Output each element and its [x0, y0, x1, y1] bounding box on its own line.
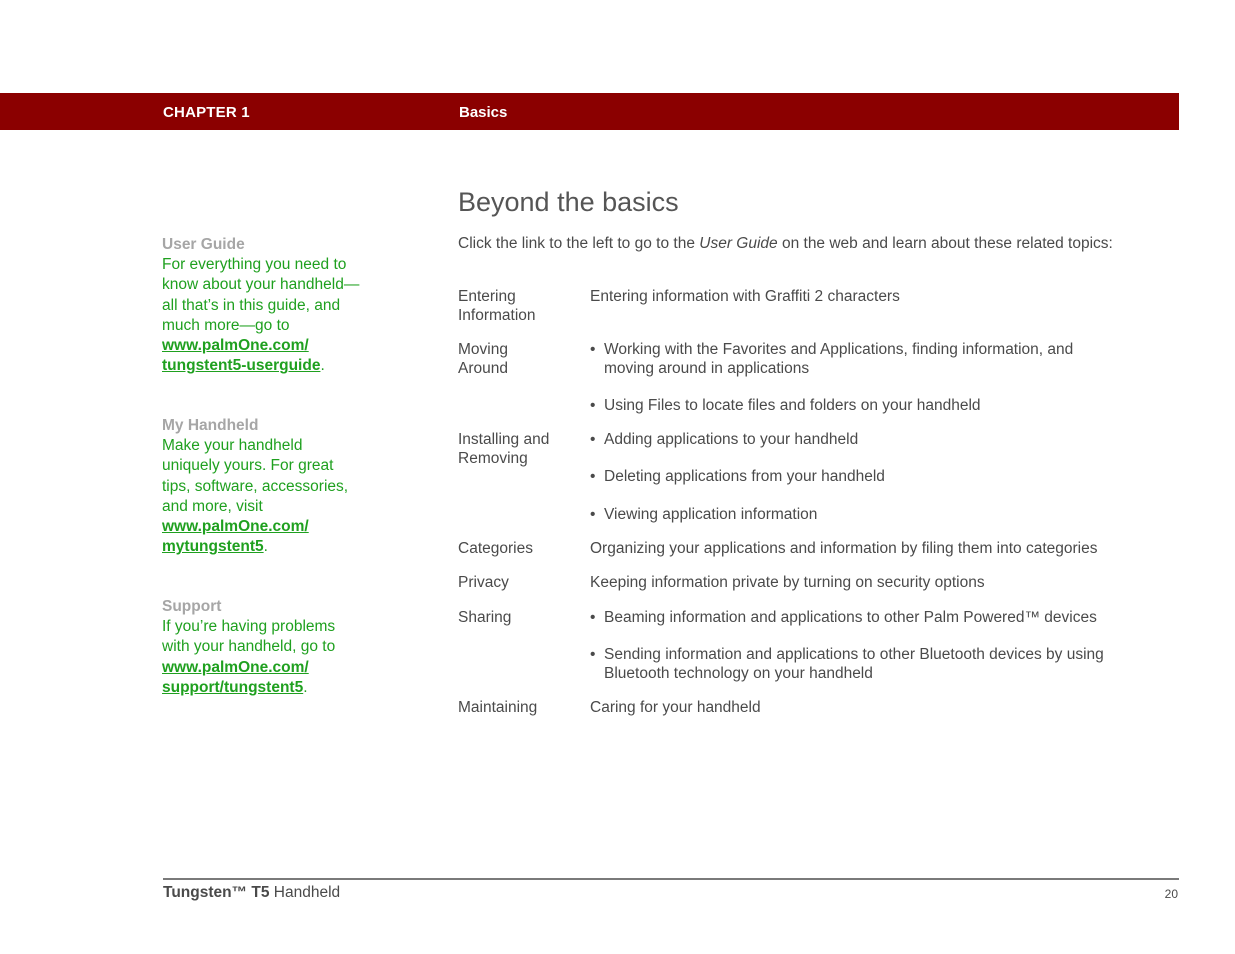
intro-text: on the web and learn about these related topics: [777, 235, 1113, 252]
topic-desc: Keeping information private by turning on security options [590, 574, 985, 591]
intro-text: Click the link to the left to go to the [458, 235, 700, 252]
sidebar-title: Support [162, 598, 222, 615]
topic-label-line: Categories [458, 540, 533, 557]
sidebar-support [162, 597, 387, 698]
sidebar-user-guide [162, 235, 387, 376]
intro-user-guide: User Guide [699, 235, 778, 252]
intro-paragraph [458, 235, 1178, 253]
sidebar-my-handheld [162, 416, 387, 557]
topic-label-line: Sharing [458, 609, 512, 626]
topic-bullet [590, 506, 1170, 525]
chapter-label: CHAPTER 1 [163, 104, 250, 121]
sidebar-text-line: Make your handheld [162, 437, 303, 455]
topic-label-sharing [458, 609, 583, 628]
bullet-text: Using Files to locate files and folders on your handheld [604, 397, 981, 414]
bullet-text: Bluetooth technology on your handheld [604, 664, 873, 682]
sidebar-text-line: and more, visit [162, 497, 263, 515]
topic-label-line: Installing and [458, 431, 550, 448]
topic-bullet [590, 609, 1170, 628]
link-line[interactable]: tungstent5-userguide [162, 357, 321, 375]
user-guide-link[interactable] [162, 336, 387, 376]
topic-label-line: Removing [458, 449, 528, 467]
bullet-text: Adding applications to your handheld [604, 431, 859, 448]
sidebar-text-line: uniquely yours. For great [162, 457, 334, 475]
sidebar-text-line: know about your handheld— [162, 276, 360, 294]
link-line[interactable]: support/tungstent5 [162, 678, 304, 696]
topic-label-privacy [458, 574, 583, 593]
sidebar-text [162, 617, 387, 657]
topic-bullet [590, 431, 1170, 450]
footer-product [163, 884, 340, 902]
page-title: Beyond the basics [458, 187, 679, 217]
bullet-text: Viewing application information [604, 506, 818, 523]
bullet-text: Sending information and applications to other Bluetooth devices by using [604, 646, 1104, 663]
link-line[interactable]: www.palmOne.com/ [162, 337, 309, 355]
topic-desc: Entering information with Graffiti 2 characters [590, 288, 900, 305]
section-label: Basics [459, 104, 508, 121]
page-number: 20 [1164, 887, 1178, 901]
bullet-text: Deleting applications from your handheld [604, 468, 885, 485]
bullet-icon: • [590, 341, 596, 358]
topic-label-line: Around [458, 359, 508, 377]
bullet-icon: • [590, 431, 596, 448]
topic-bullet [590, 468, 1170, 487]
chapter-header-bar [0, 93, 1179, 130]
topic-label-entering-information [458, 288, 583, 325]
link-suffix: . [320, 357, 325, 375]
product-suffix: Handheld [269, 884, 341, 901]
sidebar-title: My Handheld [162, 417, 259, 434]
sidebar-text-line: tips, software, accessories, [162, 477, 349, 495]
bullet-icon: • [590, 397, 596, 414]
bullet-icon: • [590, 609, 596, 626]
topic-label-installing-removing [458, 431, 583, 468]
topic-label-line: Moving [458, 341, 508, 358]
link-line[interactable]: www.palmOne.com/ [162, 518, 309, 536]
link-line[interactable]: www.palmOne.com/ [162, 658, 309, 676]
sidebar-text-line: all that’s in this guide, and [162, 296, 341, 314]
topic-label-categories [458, 540, 583, 559]
topic-label-line: Information [458, 306, 536, 324]
link-suffix: . [263, 538, 268, 556]
sidebar-text-line: much more—go to [162, 316, 290, 334]
footer-divider [163, 878, 1179, 880]
product-name: Tungsten™ T5 [163, 884, 270, 901]
my-handheld-link[interactable] [162, 517, 387, 557]
topic-bullet [590, 341, 1170, 378]
bullet-text: Beaming information and applications to other Palm Powered™ devices [604, 609, 1097, 626]
sidebar-text-line: For everything you need to [162, 256, 347, 274]
topic-label-line: Entering [458, 288, 516, 305]
bullet-text: Working with the Favorites and Applications, finding information, and [604, 341, 1074, 358]
support-link[interactable] [162, 658, 387, 698]
bullet-icon: • [590, 646, 596, 663]
topic-label-maintaining [458, 699, 583, 718]
topic-bullet [590, 646, 1170, 683]
sidebar-title: User Guide [162, 236, 245, 253]
topic-label-moving-around [458, 341, 583, 378]
link-line[interactable]: mytungstent5 [162, 538, 264, 556]
topic-bullet [590, 397, 1170, 416]
bullet-icon: • [590, 468, 596, 485]
sidebar-text-line: If you’re having problems [162, 618, 336, 636]
bullet-text: moving around in applications [604, 359, 810, 377]
link-suffix: . [303, 678, 308, 696]
topic-label-line: Privacy [458, 574, 509, 591]
sidebar-text [162, 436, 387, 517]
topic-label-line: Maintaining [458, 699, 538, 716]
sidebar-text-line: with your handheld, go to [162, 638, 336, 656]
bullet-icon: • [590, 506, 596, 523]
sidebar-text [162, 255, 387, 336]
topic-desc: Organizing your applications and information by filing them into categories [590, 540, 1098, 557]
topic-desc: Caring for your handheld [590, 699, 761, 716]
